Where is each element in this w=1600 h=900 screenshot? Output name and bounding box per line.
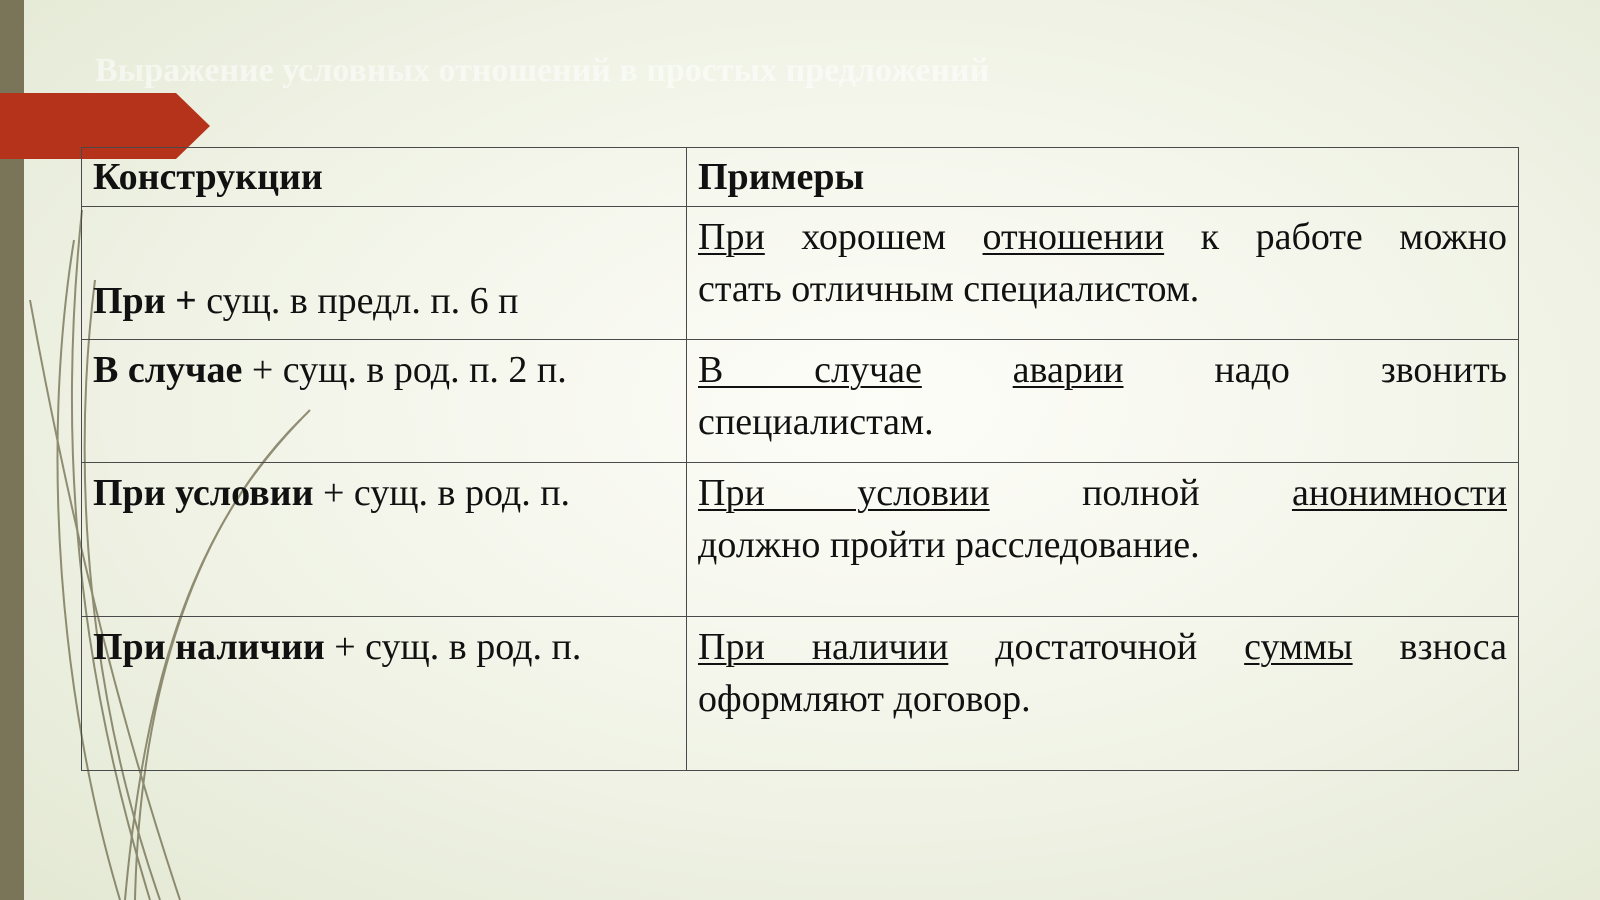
construction-keyword: При наличии	[93, 626, 325, 668]
example-underlined: отношении	[982, 216, 1165, 258]
header-constructions: Конструкции	[82, 148, 687, 207]
header-examples: Примеры	[687, 148, 1519, 207]
example-text: к работе можно	[1164, 216, 1507, 258]
construction-keyword: В случае	[93, 349, 243, 391]
example-underlined: суммы	[1244, 626, 1353, 668]
example-underlined: При	[698, 216, 765, 258]
table-row	[82, 617, 1519, 771]
construction-cell	[82, 617, 687, 771]
example-line: должно пройти расследование.	[698, 524, 1200, 566]
construction-cell	[82, 340, 687, 463]
example-line	[698, 467, 1507, 519]
example-underlined: При условии	[698, 472, 990, 514]
example-text: надо звонить	[1123, 349, 1508, 391]
example-cell	[687, 617, 1519, 771]
example-line	[698, 211, 1507, 263]
construction-case: + сущ. в род. п. 2 п.	[242, 349, 567, 391]
example-underlined: аварии	[1012, 349, 1124, 391]
example-underlined: анонимности	[1291, 472, 1507, 514]
example-line: оформляют договор.	[698, 678, 1031, 720]
slide-title: Выражение условных отношений в простых предложений	[95, 52, 990, 89]
example-text: хорошем	[764, 216, 983, 258]
table-row	[82, 340, 1519, 463]
example-cell	[687, 207, 1519, 340]
table-header-row	[82, 148, 1519, 207]
example-text: взноса	[1352, 626, 1507, 668]
example-cell	[687, 340, 1519, 463]
constructions-table	[81, 147, 1519, 771]
construction-cell	[82, 463, 687, 617]
table-row	[82, 463, 1519, 617]
example-underlined: При наличии	[698, 626, 949, 668]
construction-cell	[82, 207, 687, 340]
example-cell	[687, 463, 1519, 617]
construction-keyword: При +	[93, 280, 197, 322]
example-line	[698, 344, 1507, 396]
construction-case: + сущ. в род. п.	[313, 472, 571, 514]
construction-case: сущ. в предл. п. 6 п	[196, 280, 519, 322]
table-row	[82, 207, 1519, 340]
construction-case: + сущ. в род. п.	[324, 626, 582, 668]
example-line	[698, 621, 1507, 673]
example-line: специалистам.	[698, 401, 934, 443]
example-line: стать отличным специалистом.	[698, 268, 1200, 310]
example-text	[922, 349, 1013, 391]
example-text: полной	[989, 472, 1292, 514]
example-underlined: В случае	[698, 349, 922, 391]
example-text: достаточной	[948, 626, 1245, 668]
construction-keyword: При условии	[93, 472, 314, 514]
